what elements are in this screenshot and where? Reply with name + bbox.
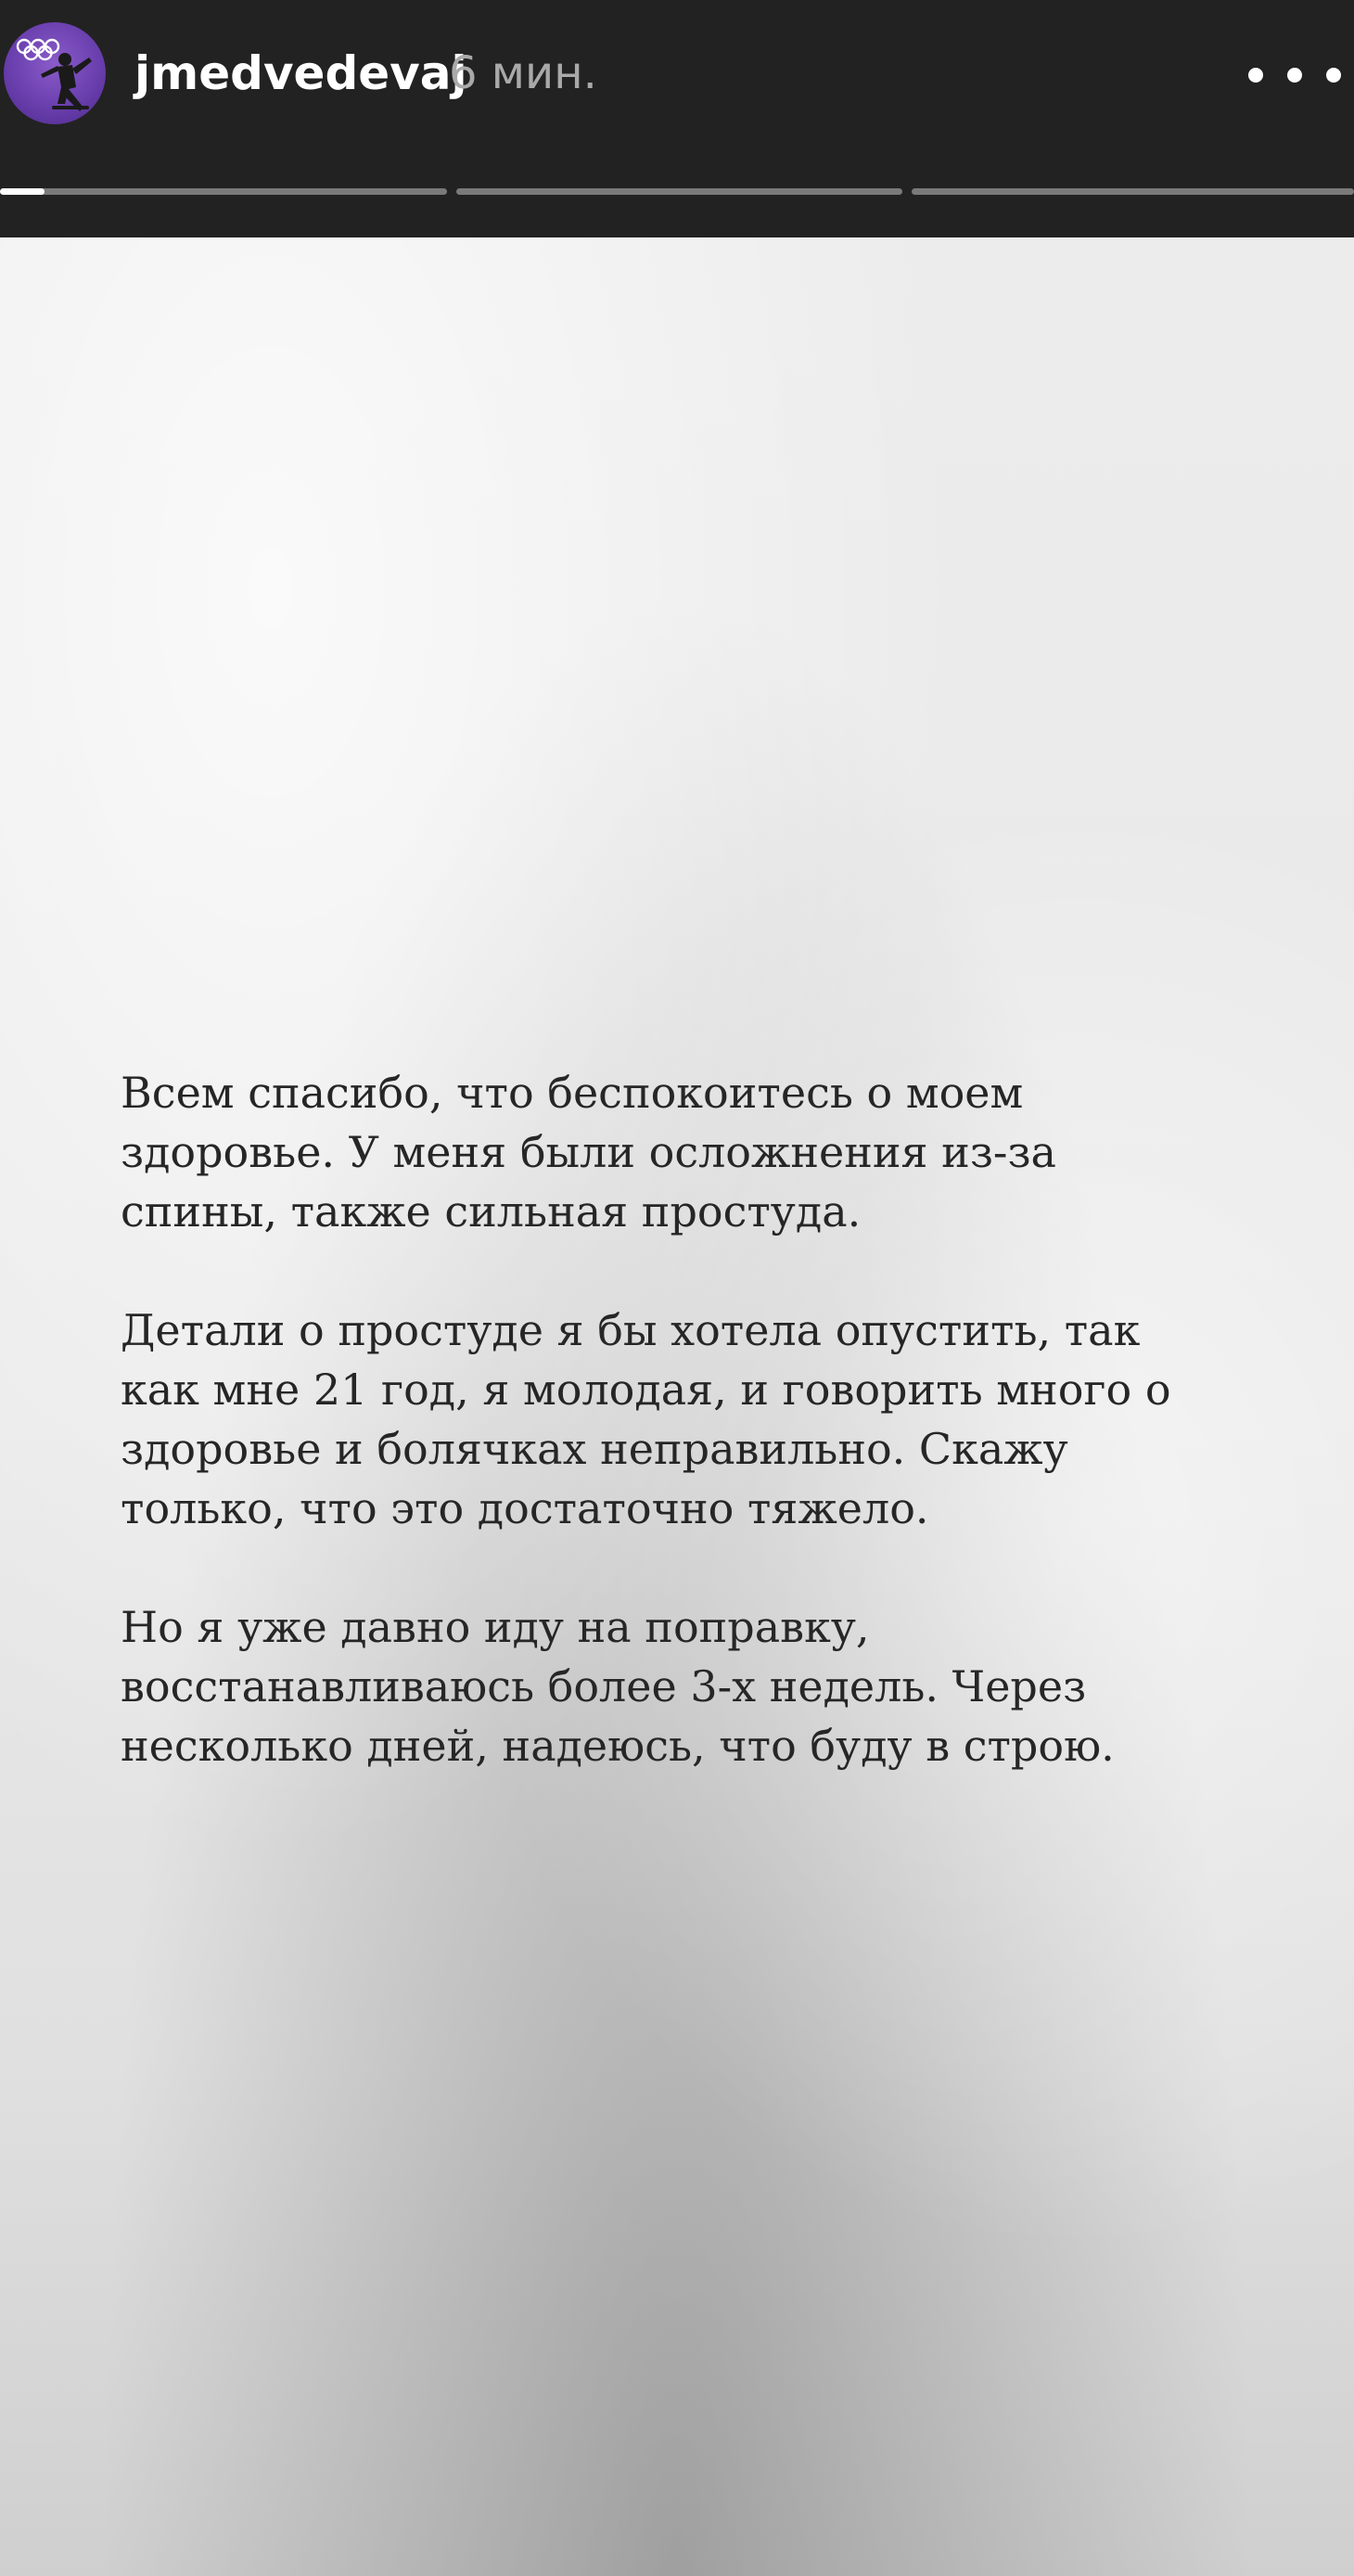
text-line: восстанавливаюсь более 3-х недель. Через <box>121 1661 1087 1711</box>
story-content[interactable] <box>0 237 1354 2576</box>
story-header <box>0 0 1354 237</box>
text-line: здоровье и болячках неправильно. Скажу <box>121 1424 1068 1474</box>
story-paragraph-1 <box>121 1063 1271 1241</box>
story-paragraph-2 <box>121 1301 1271 1538</box>
progress-fill <box>0 188 45 195</box>
progress-segment-1 <box>0 188 447 195</box>
timestamp: 6 мин. <box>449 47 597 99</box>
text-line: несколько дней, надеюсь, что буду в строю. <box>121 1721 1115 1771</box>
avatar[interactable] <box>4 22 106 124</box>
story-paragraph-3 <box>121 1597 1271 1775</box>
more-dot <box>1326 68 1341 83</box>
more-dot <box>1287 68 1302 83</box>
text-line: как мне 21 год, я молодая, и говорить много о <box>121 1365 1171 1415</box>
text-line: Всем спасибо, что беспокоитесь о моем <box>121 1068 1024 1118</box>
text-line: здоровье. У меня были осложнения из-за <box>121 1127 1056 1177</box>
text-line: Детали о простуде я бы хотела опустить, так <box>121 1305 1141 1355</box>
text-line: только, что это достаточно тяжело. <box>121 1483 929 1533</box>
text-line: спины, также сильная простуда. <box>121 1186 862 1237</box>
story-text <box>121 1063 1271 1775</box>
username[interactable]: jmedvedevaj <box>134 46 467 100</box>
progress-segment-3 <box>912 188 1354 195</box>
text-line: Но я уже давно иду на поправку, <box>121 1602 870 1652</box>
more-horizontal-icon[interactable] <box>1248 52 1341 98</box>
more-dot <box>1248 68 1263 83</box>
olympic-rings-skater-icon <box>4 22 106 124</box>
progress-segment-2 <box>456 188 902 195</box>
